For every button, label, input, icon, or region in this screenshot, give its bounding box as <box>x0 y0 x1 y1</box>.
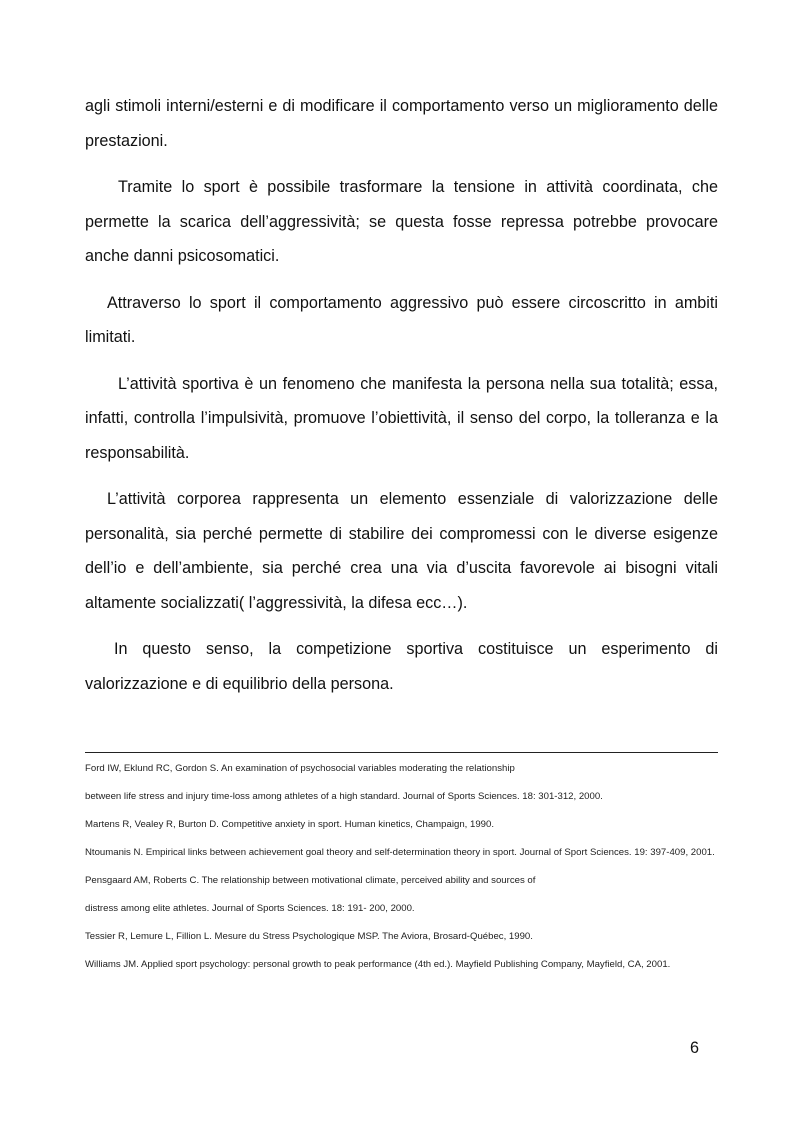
page-number: 6 <box>689 1039 699 1057</box>
reference-list <box>85 762 718 971</box>
body-text <box>85 89 718 701</box>
footnote-divider <box>85 752 718 753</box>
reference-item: distress among elite athletes. Journal of Sports Sciences. 18: 191- 200, 2000. <box>85 903 415 914</box>
reference-item: Martens R, Vealey R, Burton D. Competitive anxiety in sport. Human kinetics, Champaign, 1990. <box>85 819 494 830</box>
reference-item: Pensgaard AM, Roberts C. The relationship between motivational climate, perceived ability and sources of <box>85 875 536 886</box>
reference-item: between life stress and injury time-loss among athletes of a high standard. Journal of Sports Sciences. 18: 301-312, 2000. <box>85 791 603 802</box>
paragraph: Tramite lo sport è possibile trasformare la tensione in attività coordinata, che permette la scarica dell’aggressività; se questa fosse repressa potrebbe provocare anche danni psicosomatici. <box>85 178 718 265</box>
paragraph: L’attività sportiva è un fenomeno che manifesta la persona nella sua totalità; essa, infatti, controlla l’impulsività, promuove l’obiettività, il senso del corpo, la tolleranza e la responsabilità. <box>85 374 718 462</box>
reference-item: Ntoumanis N. Empirical links between achievement goal theory and self-determination theory in sport. Journal of Sport Sciences. 19: 397-409, 2001. <box>85 847 715 858</box>
reference-item: Ford IW, Eklund RC, Gordon S. An examination of psychosocial variables moderating the relationship <box>85 763 515 774</box>
paragraph: agli stimoli interni/esterni e di modificare il comportamento verso un miglioramento delle prestazioni. <box>85 97 718 150</box>
reference-item: Tessier R, Lemure L, Fillion L. Mesure du Stress Psychologique MSP. The Aviora, Brosard-Québec, 1990. <box>85 931 533 942</box>
reference-item: Williams JM. Applied sport psychology: personal growth to peak performance (4th ed.). Mayfield Publishing Company, Mayfield, CA, 2001. <box>85 959 671 970</box>
paragraph: In questo senso, la competizione sportiva costituisce un esperimento di valorizzazione e di equilibrio della persona. <box>85 640 718 693</box>
paragraph: L’attività corporea rappresenta un elemento essenziale di valorizzazione delle personalità, sia perché permette di stabilire dei compromessi con le diverse esigenze dell’io e dell’ambiente, sia perché crea una via d’uscita favorevole ai bisogni vitali altamente socializzati( l’aggressività, la difesa ecc…). <box>85 490 718 612</box>
paragraph: Attraverso lo sport il comportamento aggressivo può essere circoscritto in ambiti limitati. <box>85 293 718 346</box>
